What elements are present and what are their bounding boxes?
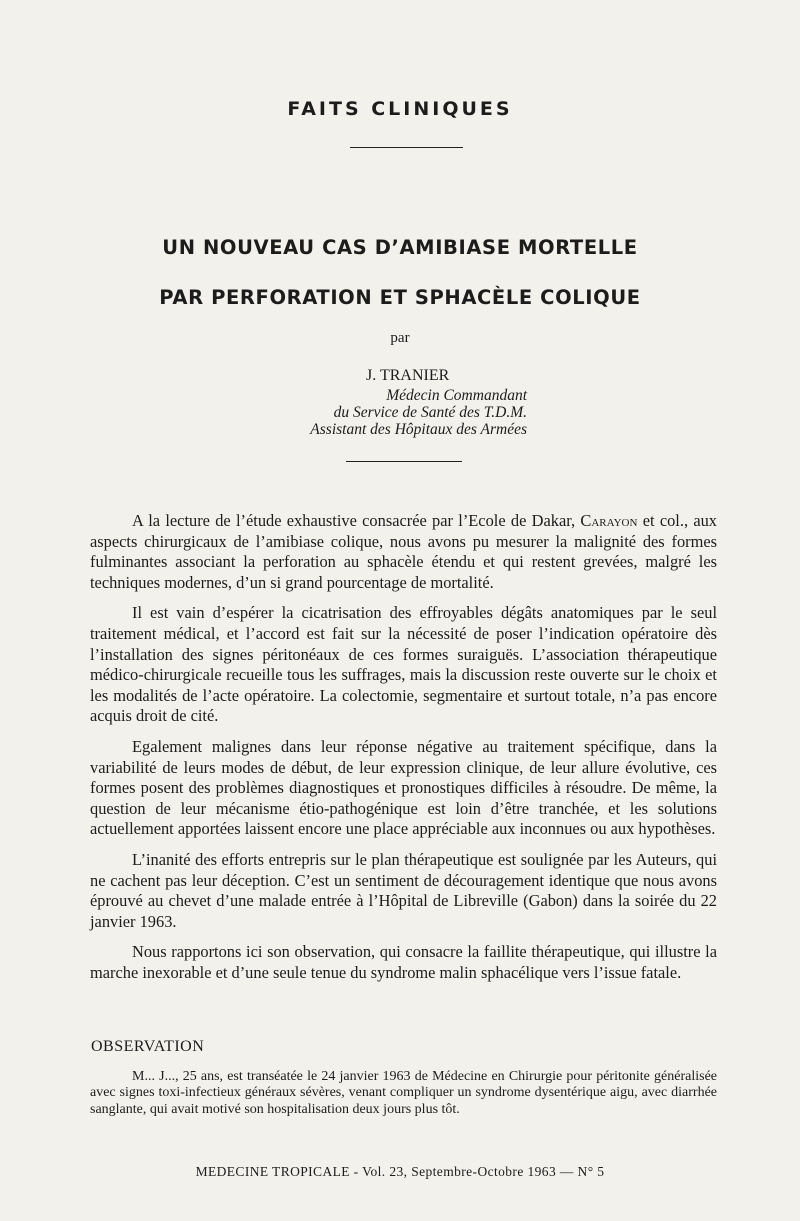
paragraph-3: Egalement malignes dans leur réponse négative au traitement spécifique, dans la variabilité de leurs modes de début, de leur expression clinique, de leur allure évolutive, ces formes posent des problèmes diagnostiques et pronostiques difficiles à résoudre. De même, la question de leur mécanisme étio-pathogénique est loin d’être tranchée, et les solutions actuellement apportées laissent encore une place appréciable aux inconnues ou aux hypothèses. [90,736,717,839]
article-title-line-2: PAR PERFORATION ET SPHACÈLE COLIQUE [159,286,641,309]
article-body [90,511,717,993]
section-heading: FAITS CLINIQUES [287,98,513,120]
author-affiliation-2: du Service de Santé des T.D.M. [333,404,527,421]
observation-text: M... J..., 25 ans, est transéatée le 24 janvier 1963 de Médecine en Chirurgie pour péritonite généralisée avec signes toxi-infectieux généraux sévères, venant compliquer un syndrome dysentérique aigu, avec diarrhée sanglante, qui avait motivé son hospitalisation deux jours plus tôt. [90,1069,717,1117]
paragraph-1 [90,511,717,593]
divider-top [350,147,463,148]
paragraph-1-start: A la lecture de l’étude exhaustive consacrée par l’Ecole de Dakar, [132,511,581,530]
journal-footer: MEDECINE TROPICALE - Vol. 23, Septembre-Octobre 1963 — N° 5 [195,1164,605,1179]
paragraph-1-rest: et col., aux aspects chirurgicaux de l’amibiase colique, nous avons pu mesurer la malignité des formes fulminantes associant la perforation au sphacèle étendu et qui restent grevées, malgré les techniques modernes, d’un si grand pourcentage de mortalité. [90,511,717,592]
cited-author-name: Carayon [580,511,638,530]
paragraph-4: L’inanité des efforts entrepris sur le plan thérapeutique est soulignée par les Auteurs, qui ne cachent pas leur déception. C’est un sentiment de découragement identique que nous avons éprouvé au chevet d’une malade entrée à l’Hôpital de Libreville (Gabon) dans la soirée du 22 janvier 1963. [90,849,717,931]
paragraph-2: Il est vain d’espérer la cicatrisation des effroyables dégâts anatomiques par le seul traitement médical, et l’accord est fait sur la nécessité de poser l’indication opératoire dès l’installation des signes péritonéaux de ces formes suraiguës. L’association thérapeutique médico-chirurgicale recueille tous les suffrages, mais la discussion reste ouverte sur le choix et les modalités de l’acte opératoire. La colectomie, segmentaire et surtout totale, n’a pas encore acquis droit de cité. [90,603,717,726]
author-name: J. TRANIER [366,367,450,384]
author-affiliation-1: Médecin Commandant [386,387,527,404]
divider-bottom [346,461,462,462]
observation-heading: OBSERVATION [91,1038,205,1055]
author-affiliation-3: Assistant des Hôpitaux des Armées [310,421,527,438]
paragraph-5: Nous rapportons ici son observation, qui consacre la faillite thérapeutique, qui illustre la marche inexorable et d’une seule tenue du syndrome malin sphacélique vers l’issue fatale. [90,942,717,982]
byline-par: par [390,330,410,346]
article-title-line-1: UN NOUVEAU CAS D’AMIBIASE MORTELLE [162,236,638,259]
